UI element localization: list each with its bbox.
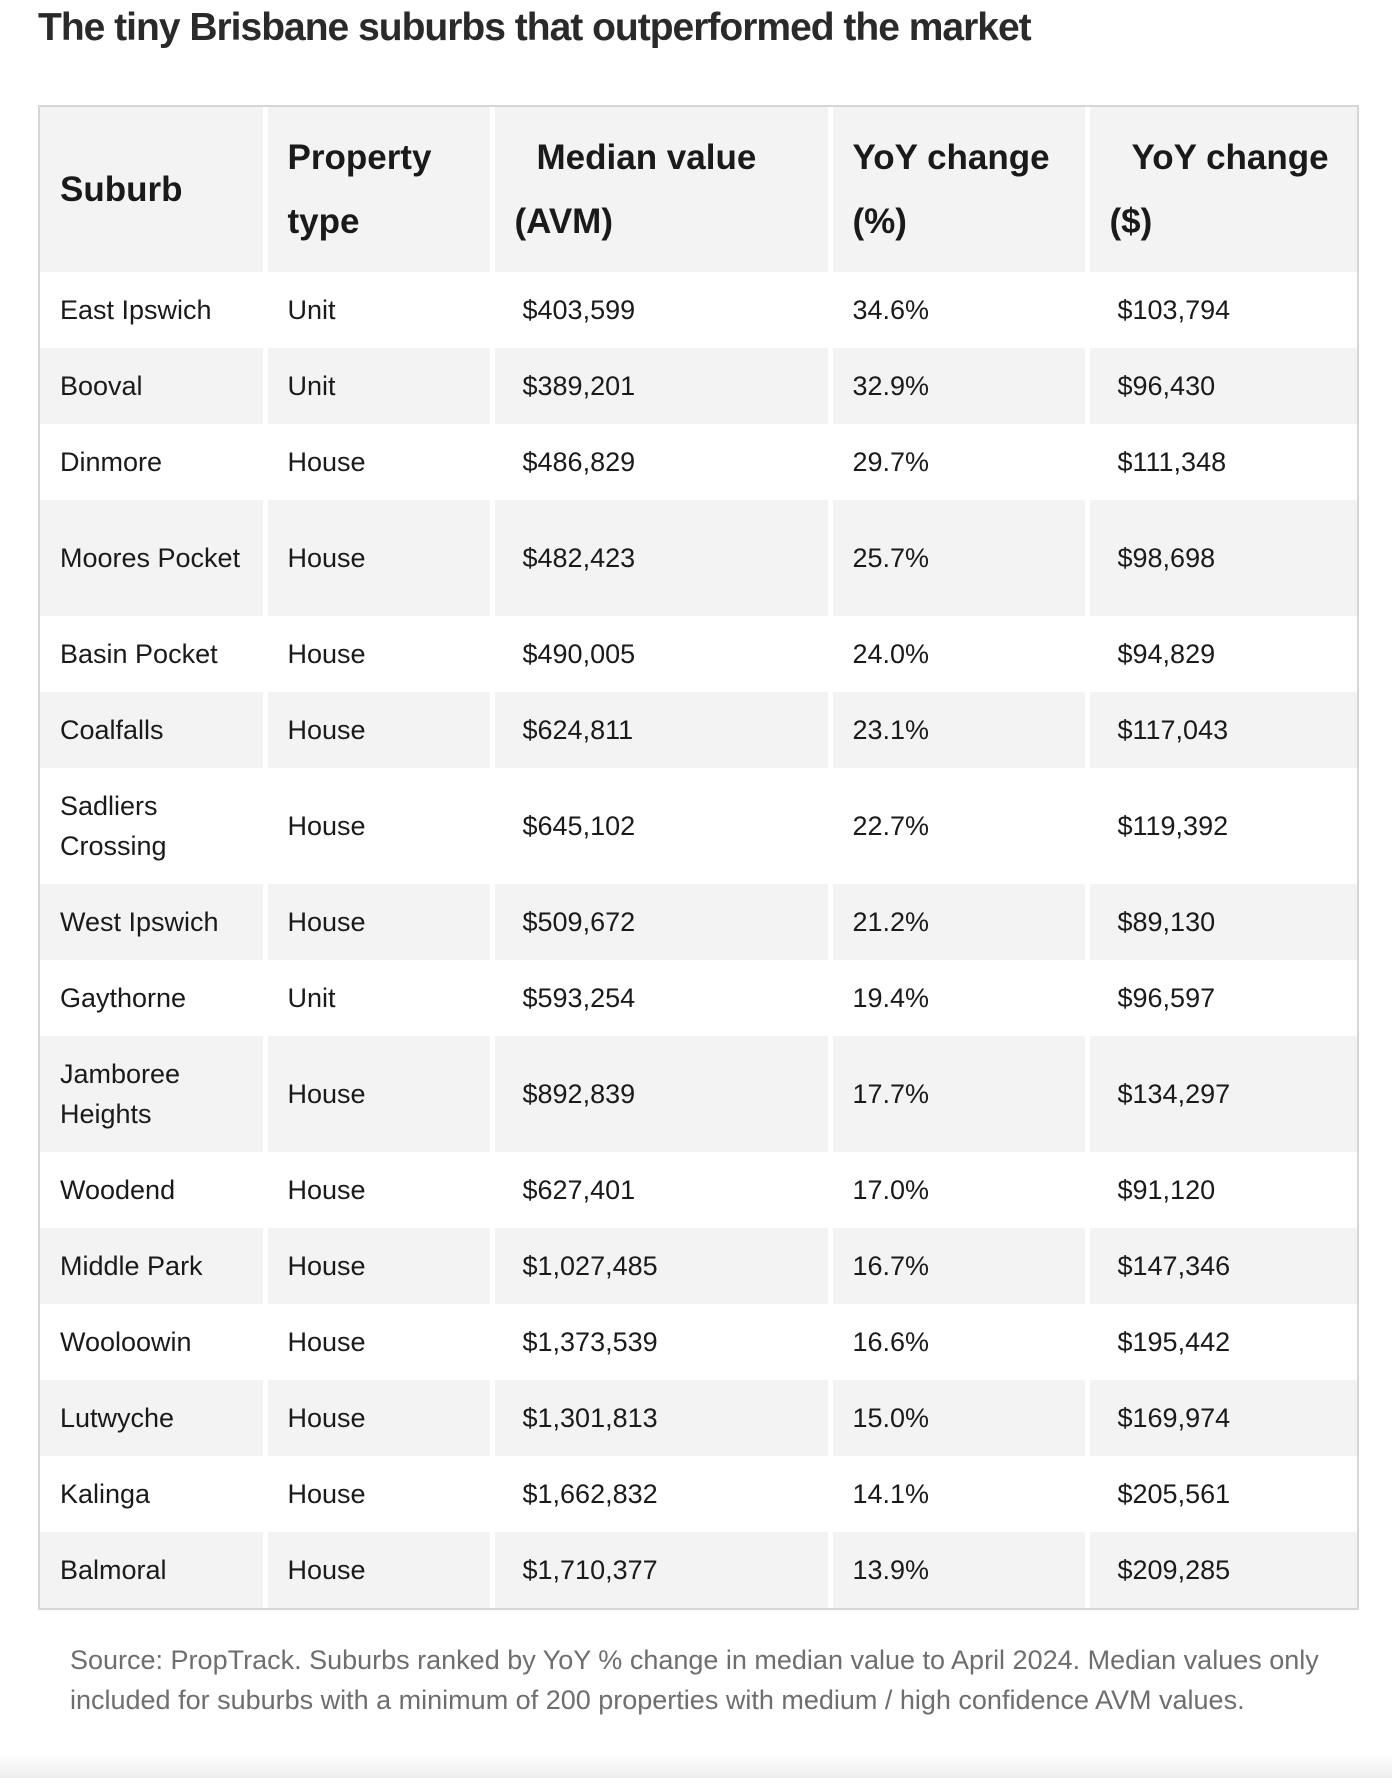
property-type-cell: House [265, 500, 492, 616]
table-row [40, 960, 1357, 1036]
yoy-pct-cell: 16.6% [830, 1304, 1087, 1380]
median-value-cell: $645,102 [492, 768, 830, 884]
table-row [40, 424, 1357, 500]
yoy-dollar-cell: $91,120 [1087, 1152, 1357, 1228]
suburbs-table [40, 107, 1357, 1608]
median-value-cell: $1,710,377 [492, 1532, 830, 1608]
yoy-dollar-cell: $147,346 [1087, 1228, 1357, 1304]
header-suburb-label: Suburb [60, 169, 183, 209]
property-type-cell: House [265, 1228, 492, 1304]
header-median-value-line2: (AVM) [514, 201, 613, 241]
table-row [40, 348, 1357, 424]
property-type-cell: House [265, 1036, 492, 1152]
yoy-pct-cell: 16.7% [830, 1228, 1087, 1304]
table-row [40, 616, 1357, 692]
suburb-cell: Middle Park [40, 1228, 265, 1304]
property-type-cell: House [265, 1152, 492, 1228]
yoy-pct-cell: 23.1% [830, 692, 1087, 768]
suburb-cell: East Ipswich [40, 272, 265, 348]
median-value-cell: $509,672 [492, 884, 830, 960]
header-yoy-pct-line1: YoY change [852, 137, 1050, 177]
yoy-dollar-cell: $111,348 [1087, 424, 1357, 500]
table-row [40, 500, 1357, 616]
median-value-cell: $389,201 [492, 348, 830, 424]
table-row [40, 1228, 1357, 1304]
median-value-cell: $593,254 [492, 960, 830, 1036]
header-yoy-pct [830, 107, 1087, 272]
table-row [40, 692, 1357, 768]
suburb-cell: Jamboree Heights [40, 1036, 265, 1152]
yoy-pct-cell: 17.7% [830, 1036, 1087, 1152]
property-type-cell: Unit [265, 272, 492, 348]
table-row [40, 1532, 1357, 1608]
yoy-dollar-cell: $209,285 [1087, 1532, 1357, 1608]
yoy-dollar-cell: $169,974 [1087, 1380, 1357, 1456]
bottom-divider [0, 1754, 1392, 1778]
header-yoy-dollar-line2: ($) [1109, 201, 1153, 241]
header-property-type-line1: Property [287, 137, 432, 177]
yoy-dollar-cell: $94,829 [1087, 616, 1357, 692]
yoy-pct-cell: 17.0% [830, 1152, 1087, 1228]
table-row [40, 1036, 1357, 1152]
table-body [40, 272, 1357, 1608]
yoy-pct-cell: 19.4% [830, 960, 1087, 1036]
median-value-cell: $482,423 [492, 500, 830, 616]
suburb-cell: Balmoral [40, 1532, 265, 1608]
suburb-cell: Coalfalls [40, 692, 265, 768]
table-row [40, 768, 1357, 884]
header-yoy-pct-line2: (%) [852, 201, 907, 241]
median-value-cell: $627,401 [492, 1152, 830, 1228]
yoy-dollar-cell: $134,297 [1087, 1036, 1357, 1152]
median-value-cell: $1,373,539 [492, 1304, 830, 1380]
header-median-value-line1: Median value [536, 137, 757, 177]
page-title: The tiny Brisbane suburbs that outperformed the market [38, 6, 1031, 49]
median-value-cell: $1,027,485 [492, 1228, 830, 1304]
yoy-pct-cell: 15.0% [830, 1380, 1087, 1456]
median-value-cell: $624,811 [492, 692, 830, 768]
header-yoy-dollar-line1: YoY change [1131, 137, 1329, 177]
suburb-cell: Gaythorne [40, 960, 265, 1036]
table-header-row [40, 107, 1357, 272]
suburb-cell: Kalinga [40, 1456, 265, 1532]
median-value-cell: $892,839 [492, 1036, 830, 1152]
median-value-cell: $1,301,813 [492, 1380, 830, 1456]
property-type-cell: Unit [265, 348, 492, 424]
yoy-pct-cell: 32.9% [830, 348, 1087, 424]
property-type-cell: House [265, 424, 492, 500]
yoy-dollar-cell: $96,597 [1087, 960, 1357, 1036]
yoy-pct-cell: 14.1% [830, 1456, 1087, 1532]
header-suburb [40, 107, 265, 272]
table-row [40, 272, 1357, 348]
suburb-cell: Wooloowin [40, 1304, 265, 1380]
yoy-pct-cell: 25.7% [830, 500, 1087, 616]
header-property-type-line2: type [287, 201, 360, 241]
property-type-cell: House [265, 884, 492, 960]
table-row [40, 1380, 1357, 1456]
table-row [40, 1304, 1357, 1380]
yoy-pct-cell: 34.6% [830, 272, 1087, 348]
suburbs-table-container [38, 105, 1359, 1610]
yoy-pct-cell: 29.7% [830, 424, 1087, 500]
property-type-cell: Unit [265, 960, 492, 1036]
property-type-cell: House [265, 1304, 492, 1380]
median-value-cell: $403,599 [492, 272, 830, 348]
property-type-cell: House [265, 1532, 492, 1608]
suburb-cell: West Ipswich [40, 884, 265, 960]
yoy-dollar-cell: $103,794 [1087, 272, 1357, 348]
suburb-cell: Sadliers Crossing [40, 768, 265, 884]
yoy-dollar-cell: $98,698 [1087, 500, 1357, 616]
yoy-pct-cell: 21.2% [830, 884, 1087, 960]
table-row [40, 1152, 1357, 1228]
property-type-cell: House [265, 692, 492, 768]
property-type-cell: House [265, 1456, 492, 1532]
table-row [40, 1456, 1357, 1532]
source-note: Source: PropTrack. Suburbs ranked by YoY % change in median value to April 2024. Median values only included for suburbs with a minimum of 200 properties with medium / high confidence AVM values. [70, 1645, 1319, 1715]
suburb-cell: Booval [40, 348, 265, 424]
yoy-pct-cell: 22.7% [830, 768, 1087, 884]
median-value-cell: $490,005 [492, 616, 830, 692]
yoy-pct-cell: 24.0% [830, 616, 1087, 692]
header-yoy-dollar [1087, 107, 1357, 272]
yoy-dollar-cell: $96,430 [1087, 348, 1357, 424]
table-row [40, 884, 1357, 960]
header-median-value [492, 107, 830, 272]
suburb-cell: Dinmore [40, 424, 265, 500]
suburb-cell: Moores Pocket [40, 500, 265, 616]
yoy-dollar-cell: $89,130 [1087, 884, 1357, 960]
yoy-dollar-cell: $205,561 [1087, 1456, 1357, 1532]
suburb-cell: Lutwyche [40, 1380, 265, 1456]
median-value-cell: $1,662,832 [492, 1456, 830, 1532]
suburb-cell: Woodend [40, 1152, 265, 1228]
yoy-pct-cell: 13.9% [830, 1532, 1087, 1608]
median-value-cell: $486,829 [492, 424, 830, 500]
yoy-dollar-cell: $119,392 [1087, 768, 1357, 884]
header-property-type [265, 107, 492, 272]
suburb-cell: Basin Pocket [40, 616, 265, 692]
property-type-cell: House [265, 616, 492, 692]
yoy-dollar-cell: $195,442 [1087, 1304, 1357, 1380]
yoy-dollar-cell: $117,043 [1087, 692, 1357, 768]
property-type-cell: House [265, 1380, 492, 1456]
property-type-cell: House [265, 768, 492, 884]
